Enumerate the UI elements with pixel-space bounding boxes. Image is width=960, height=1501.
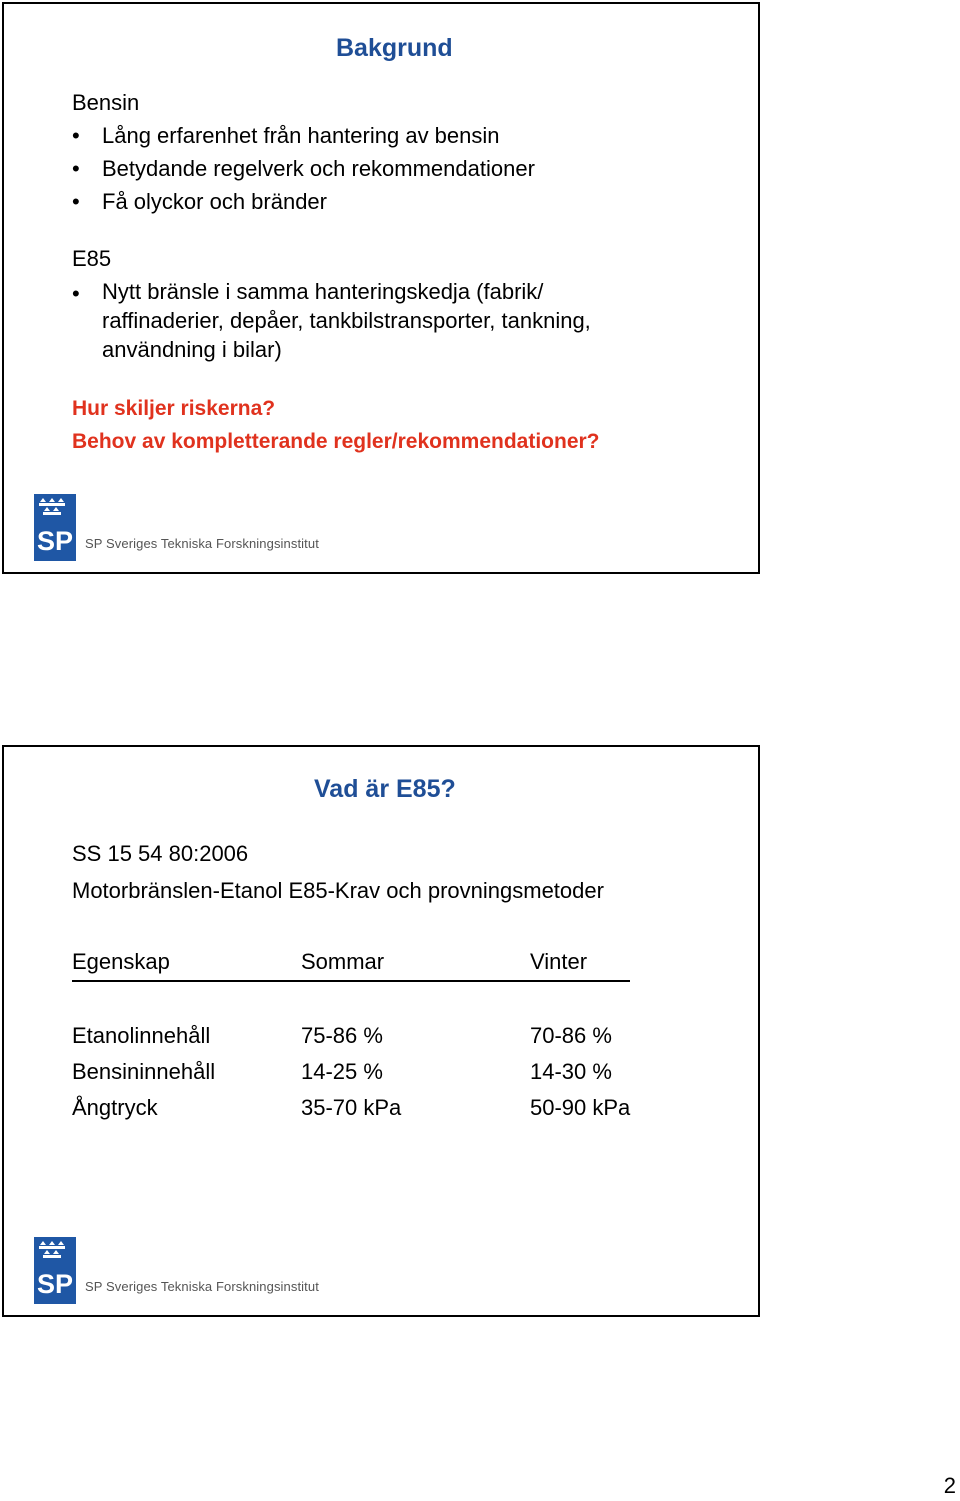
sp-crown-logo-icon [34,1237,76,1304]
table-cell: 75-86 % [301,1023,383,1048]
table-cell: Bensininnehåll [72,1059,216,1084]
slide-vad-ar-e85 [2,745,760,1317]
list-item: • Få olyckor och bränder [72,189,327,214]
bullet-list-bensin [72,119,535,218]
list-item: • Nytt bränsle i samma hanteringskedja (fabrik/ raffinaderier, depåer, tankbilstransporter, tankning, användning i bilar) [72,279,591,362]
column-header: Egenskap [72,944,301,981]
slide-bakgrund [2,2,760,574]
table-cell: 14-25 % [301,1059,383,1084]
question-regulations: Behov av kompletterande regler/rekommendationer? [72,430,600,453]
standard-name: Motorbränslen-Etanol E85-Krav och provningsmetoder [72,878,604,903]
properties-table [72,944,630,1126]
page-number: 2 [943,1473,956,1498]
column-header: Sommar [301,944,530,981]
table-cell: 35-70 kPa [301,1095,402,1120]
table-header-row [72,944,630,981]
standard-number: SS 15 54 80:2006 [72,841,249,866]
table-cell: 50-90 kPa [530,1095,631,1120]
table-cell: Ångtryck [72,1095,158,1120]
table-row [72,1018,630,1054]
slide-title: Vad är E85? [314,775,456,803]
logo-text: SP Sveriges Tekniska Forskningsinstitut [85,1279,319,1294]
logo-text: SP Sveriges Tekniska Forskningsinstitut [85,536,319,551]
list-item: • Betydande regelverk och rekommendationer [72,156,535,181]
table-row [72,1054,630,1090]
table-cell: Etanolinnehåll [72,1023,211,1048]
svg-text:SP: SP [37,1269,74,1299]
table-cell: 14-30 % [530,1059,612,1084]
svg-text:SP: SP [37,526,74,556]
table-cell: 70-86 % [530,1023,612,1048]
sp-crown-logo-icon [34,494,76,561]
section-heading-e85: E85 [72,246,112,271]
list-item: • Lång erfarenhet från hantering av bensin [72,123,500,148]
table-row [72,1090,630,1126]
slide-title: Bakgrund [336,34,453,62]
column-header: Vinter [530,944,630,981]
question-risk: Hur skiljer riskerna? [72,397,276,420]
bullet-list-e85 [72,277,591,364]
section-heading-bensin: Bensin [72,90,140,115]
